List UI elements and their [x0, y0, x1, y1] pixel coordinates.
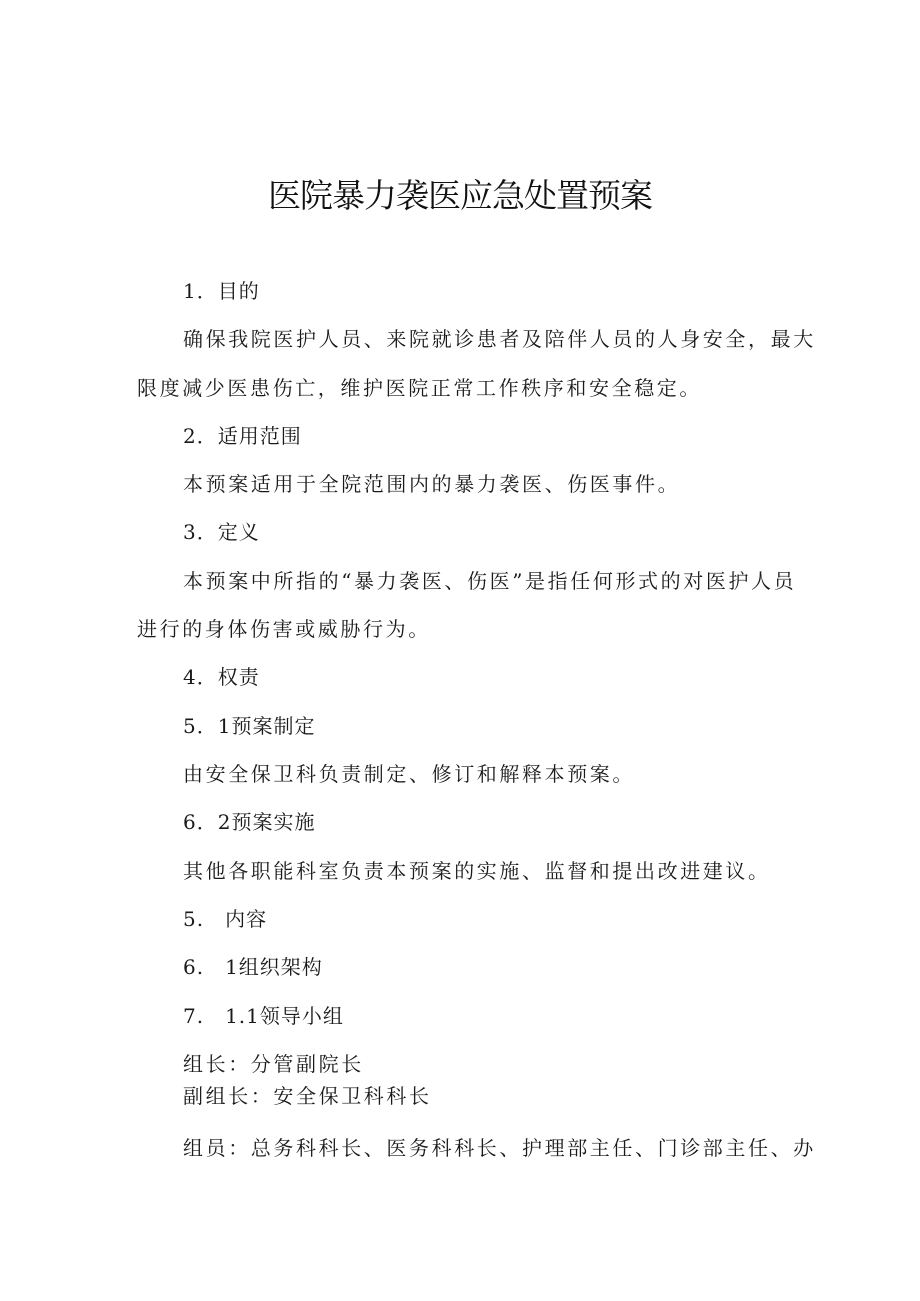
section-heading-definition: 3．定义 — [183, 520, 260, 544]
section-heading-responsibility: 4．权责 — [183, 665, 260, 689]
group-members-line: 组员：总务科科长、医务科科长、护理部主任、门诊部主任、办 — [183, 1136, 816, 1160]
subsection-heading-leadership-group: 7. 1.1领导小组 — [183, 1004, 344, 1028]
paragraph-plan-making: 由安全保卫科负责制定、修订和解释本预案。 — [183, 762, 635, 786]
paragraph-definition-line-2: 进行的身体伤害或威胁行为。 — [137, 617, 431, 641]
subsection-heading-organization: 6. 1组织架构 — [183, 955, 323, 979]
paragraph-purpose-line-1: 确保我院医护人员、来院就诊患者及陪伴人员的人身安全，最大 — [183, 327, 816, 351]
paragraph-purpose-line-2: 限度减少医患伤亡，维护医院正常工作秩序和安全稳定。 — [137, 376, 702, 400]
section-heading-purpose: 1．目的 — [183, 279, 260, 303]
paragraph-definition-line-1: 本预案中所指的“暴力袭医、伤医”是指任何形式的对医护人员 — [183, 569, 797, 593]
paragraph-plan-implementation: 其他各职能科室负责本预案的实施、监督和提出改进建议。 — [183, 859, 771, 883]
section-heading-content: 5. 内容 — [183, 907, 268, 931]
section-heading-scope: 2．适用范围 — [183, 424, 302, 448]
subsection-heading-plan-implementation: 6．2预案实施 — [183, 810, 316, 834]
subsection-heading-plan-making: 5．1预案制定 — [183, 714, 316, 738]
group-leader-line: 组长：分管副院长 — [183, 1052, 364, 1076]
deputy-leader-line: 副组长：安全保卫科科长 — [183, 1084, 432, 1108]
page-title: 医院暴力袭医应急处置预案 — [268, 176, 652, 215]
paragraph-scope: 本预案适用于全院范围内的暴力袭医、伤医事件。 — [183, 472, 681, 496]
